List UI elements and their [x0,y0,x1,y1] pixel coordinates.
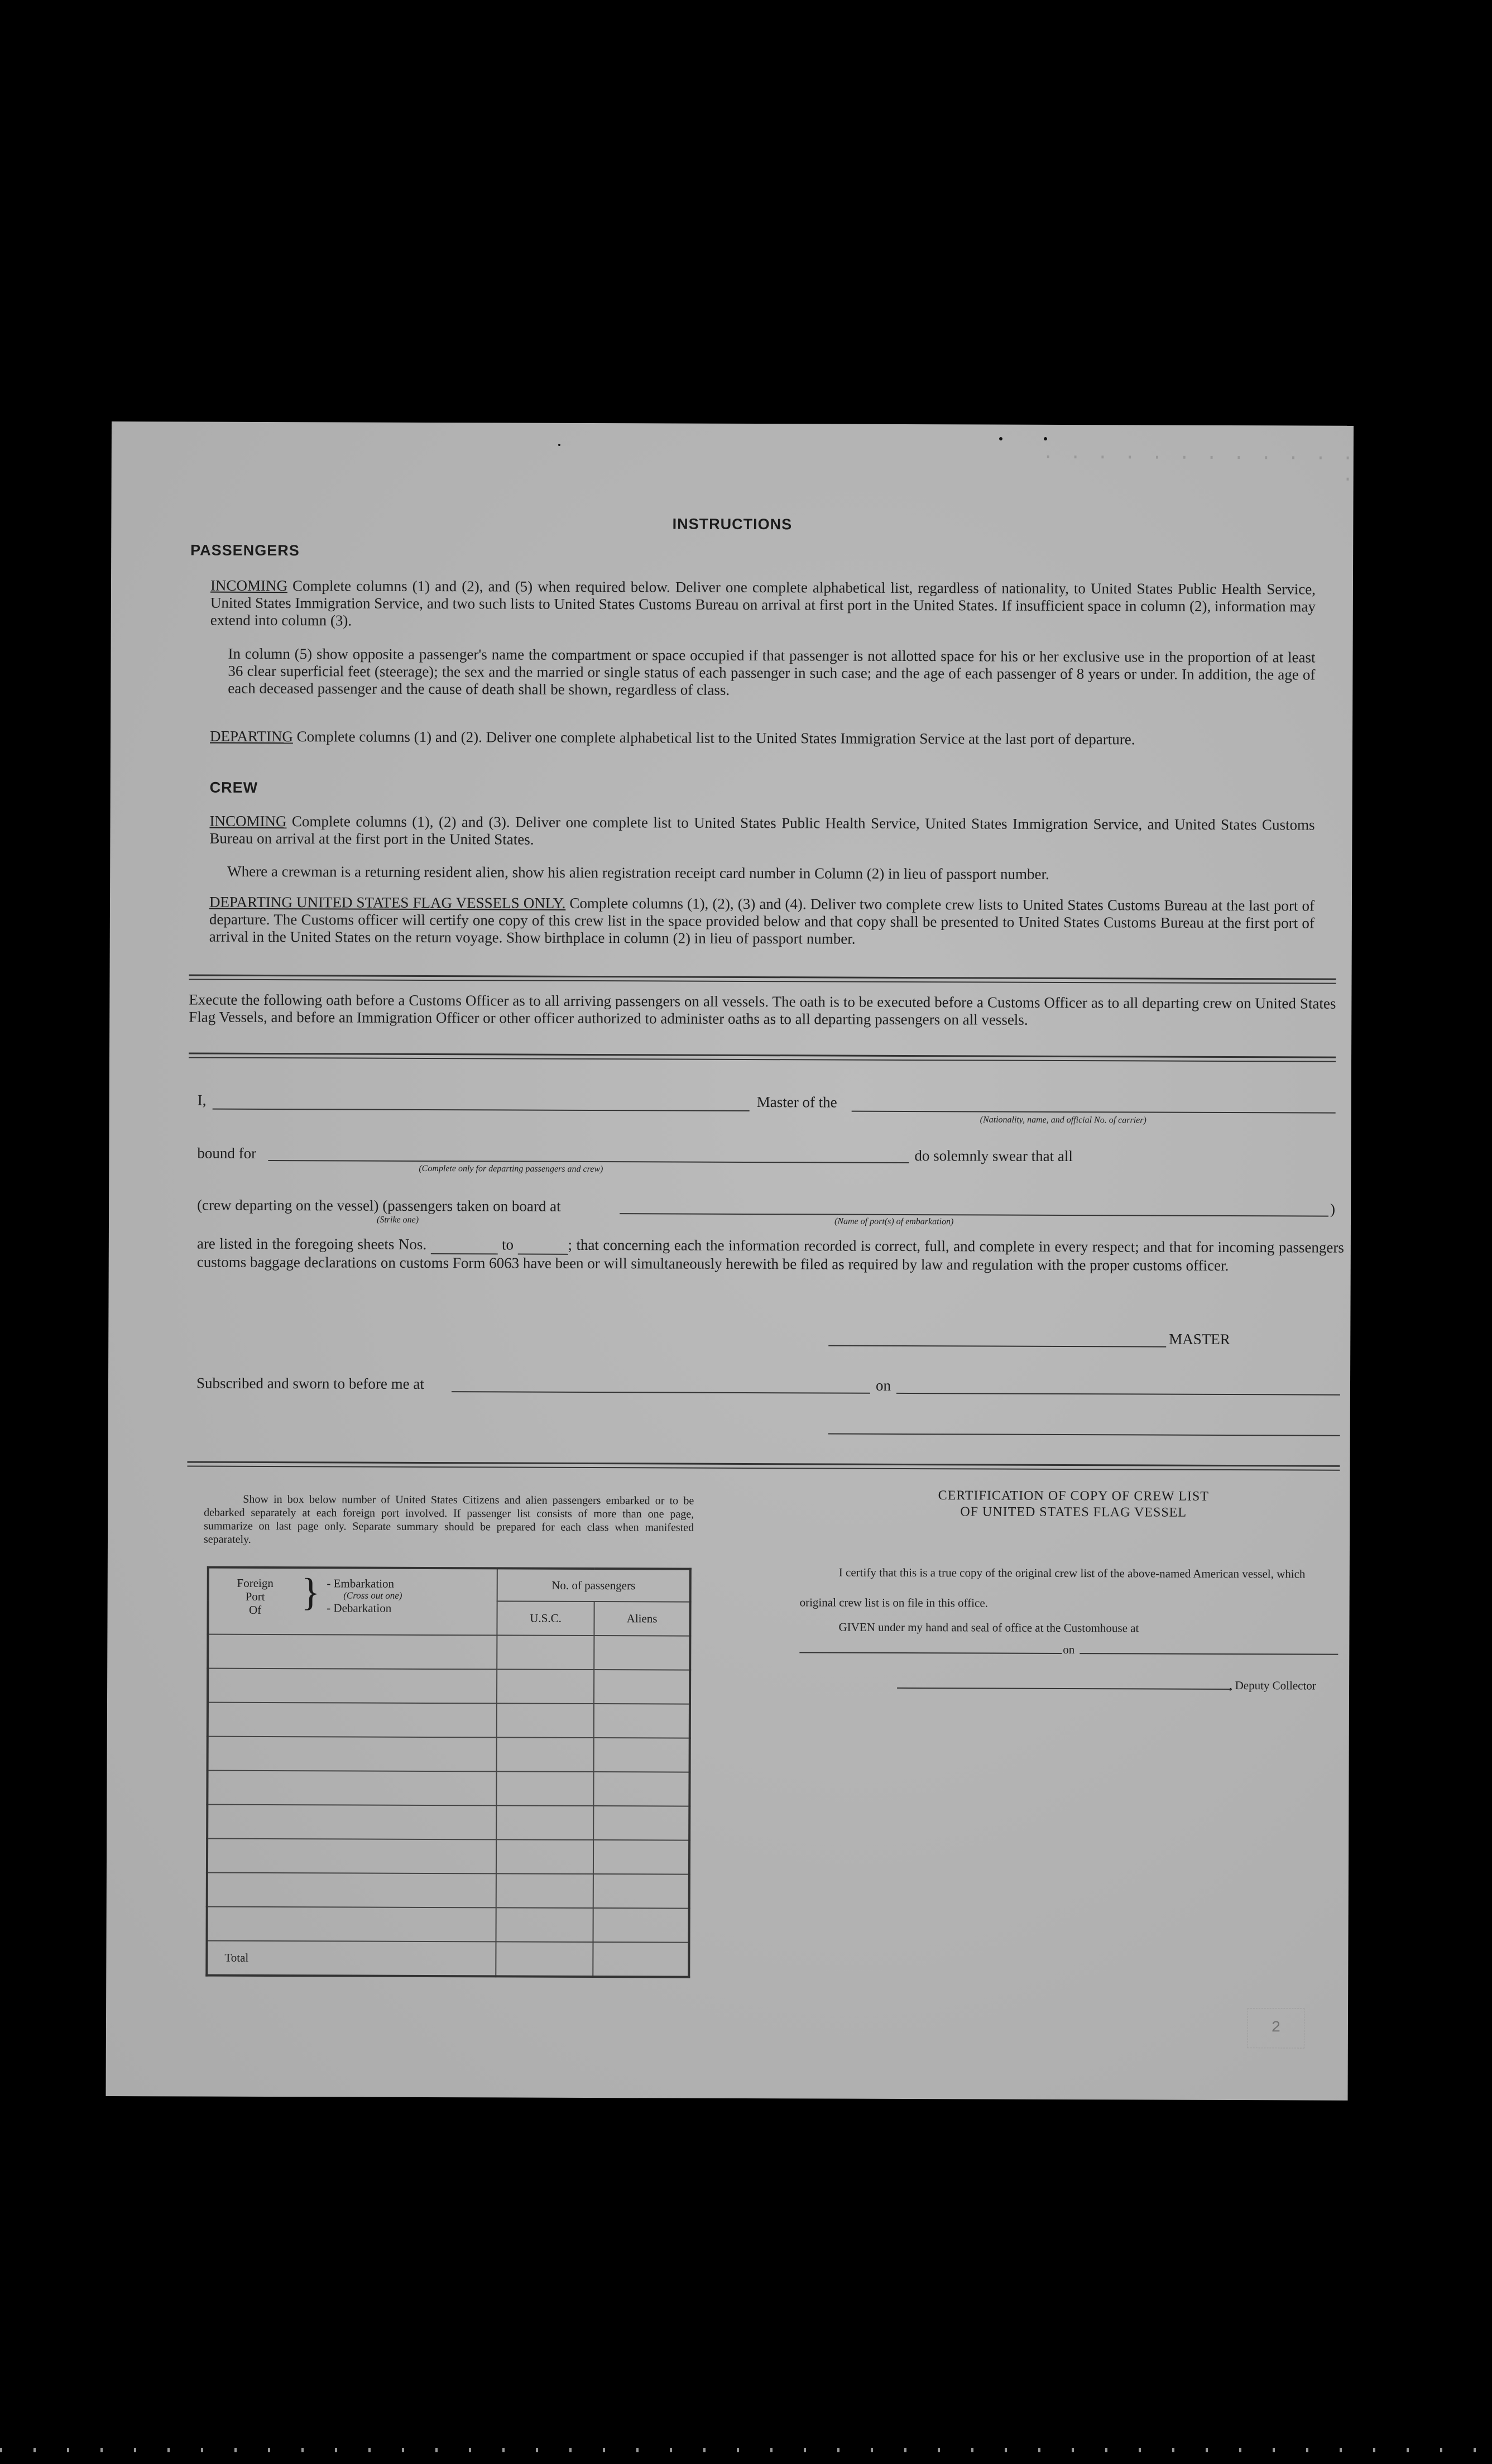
table-row [207,1873,689,1909]
passengers-incoming-paragraph [210,577,1316,633]
concerning-text: ; that concerning each the information recorded is correct, full, and complete in every respect; and that for incoming passengers customs baggage declarations on customs Form 6063 have been or will simultaneously herewith be filed as required by law and regulation with the proper customs officer. [196,1236,1344,1274]
corner-page-mark: 2 [1248,2008,1304,2048]
sheet-from-field[interactable] [431,1236,498,1254]
crew-heading: CREW [209,779,258,796]
deputy-collector-label: , Deputy Collector [1229,1679,1316,1693]
scan-speck [999,437,1002,440]
form-page [106,421,1354,2101]
table-row [207,1771,689,1806]
bound-for-caption: (Complete only for departing passengers and crew) [419,1163,603,1175]
usc-header: U.S.C. [497,1601,594,1636]
sworn-place-field[interactable] [452,1391,870,1394]
table-row [208,1669,690,1704]
instructions-title: INSTRUCTIONS [672,515,793,533]
oath-statement [197,1235,1344,1275]
aliens-header: Aliens [594,1602,690,1636]
column5-paragraph: In column (5) show opposite a passenger's name the compartment or space occupied if that passenger is not allotted space for his or her exclusive use in the proportion of at least 36 clear superficial feet (steerage); the sex and the married or single status of each passenger in such case; and the age of each passenger of 8 years or under. In addition, the age of each deceased passenger and the cause of death shall be shown, regardless of class. [228,645,1316,698]
oath-intro: Execute the following oath before a Customs Officer as to all arriving passengers on all vessels. The oath is to be executed before a Customs Officer as to all departing crew on United States Flag Vessels, and before an Immigration Officer or other officer authorized to administer oaths as to all departing passengers on all vessels. [189,991,1336,1028]
crew-departing-text: Complete columns (1), (2), (3) and (4). Deliver two complete crew lists to United States Customs Bureau at the last port of departure. The Customs officer will certify one copy of this crew list in the space provided below and that copy shall be presented to United States Customs Bureau at the first port of arrival in the United States on the return voyage. Show birthplace in column (2) in lieu of passport number. [209,894,1315,947]
carrier-field[interactable] [852,1111,1336,1114]
no-passengers-header: No. of passengers [497,1568,690,1602]
crew-departing-paragraph [209,894,1315,950]
table-row [207,1805,689,1840]
lower-divider [187,1461,1340,1470]
passenger-summary-table [205,1566,692,1978]
master-name-field[interactable] [213,1109,750,1111]
passengers-departing-text: Complete columns (1) and (2). Deliver one complete alphabetical list to the United States Immigration Service at the last port of departure. [296,728,1135,748]
passengers-incoming-label: INCOMING [210,577,288,595]
subscribed-label: Subscribed and sworn to before me at [196,1374,424,1392]
crew-departing-label-line: (crew departing on the vessel) (passengers taken on board at [197,1196,561,1215]
customhouse-field[interactable] [799,1652,1062,1654]
film-edge-marks [0,2448,1492,2452]
foreign-port-of: Foreign Port Of [237,1576,274,1617]
table-row [208,1634,690,1670]
given-under-hand: GIVEN under my hand and seal of office at the Customhouse at [838,1620,1139,1635]
sworn-on-label: on [875,1377,891,1394]
total-row [207,1941,689,1977]
passengers-departing-label: DEPARTING [209,727,293,745]
table-row [208,1703,690,1738]
port-header-cell [208,1567,497,1636]
passengers-departing-paragraph [210,728,1315,749]
crew-incoming-text: Complete columns (1), (2) and (3). Deliver one complete list to United States Public Health Service, United States Immigration Service, and United States Customs Bureau on arrival at the first port in the United States. [209,813,1315,848]
passengers-heading: PASSENGERS [190,541,300,559]
total-label: Total [207,1941,496,1977]
crew-incoming-paragraph [209,813,1315,851]
section-divider [189,974,1336,984]
bleed-through-text: · · · · · · · · · · · · · [1040,447,1354,491]
strike-one-caption: (Strike one) [376,1215,419,1225]
deputy-collector-signature-field[interactable] [897,1688,1232,1690]
certification-statement: I certify that this is a true copy of the original crew list of the above-named American vessel, which original crew list is on file in this office. [799,1565,1306,1610]
bound-for-field[interactable] [268,1160,909,1163]
passengers-incoming-text: Complete columns (1) and (2), and (5) when required below. Deliver one complete alphabetical list, regardless of nationality, to United States Public Health Service, United States Immigration Service, and two such lists to United States Customs Bureau on arrival at first port in the United States. If insufficient space in column (2), information may extend into column (3). [210,577,1316,629]
master-of-label: Master of the [756,1094,837,1111]
port-caption: (Name of port(s) of embarkation) [834,1216,954,1227]
bound-for-label: bound for [197,1144,257,1162]
officer-signature-field[interactable] [828,1433,1340,1436]
crew-resident-paragraph: Where a crewman is a returning resident alien, show his alien registration receipt card number in Column (2) in lieu of passport number. [227,862,1049,883]
table-row [208,1737,690,1772]
swear-label: do solemnly swear that all [914,1147,1073,1165]
embark-debark-options: - Embarkation (Cross out one) - Debarkation [327,1576,402,1615]
master-signature-field[interactable] [828,1345,1166,1347]
brace-glyph: } [301,1571,320,1614]
cert-on-label: on [1063,1642,1075,1657]
summary-instructions: Show in box below number of United States Citizens and alien passengers embarked or to be debarked separately at each foreign port involved. If passenger list consists of more than one page, summarize on last page only. Separate summary should be prepared for each class when manifested separately. [203,1493,694,1546]
oath-i-label: I, [197,1091,207,1109]
oath-divider [189,1052,1336,1062]
crew-departing-label: DEPARTING UNITED STATES FLAG VESSELS ONLY. [209,893,566,912]
table-row [207,1839,689,1875]
embarkation-port-field[interactable] [620,1213,1328,1216]
listed-in-label: are listed in the foregoing sheets Nos. [196,1235,427,1253]
to-label: to [502,1236,514,1253]
sheet-to-field[interactable] [517,1236,568,1255]
cert-date-field[interactable] [1080,1653,1338,1655]
sworn-date-field[interactable] [896,1393,1340,1396]
carrier-caption: (Nationality, name, and official No. of carrier) [980,1115,1146,1125]
scan-speck [558,444,560,446]
scan-speck [1044,437,1047,440]
crew-incoming-label: INCOMING [209,812,287,830]
table-row [207,1907,689,1943]
certification-title: CERTIFICATION OF COPY OF CREW LIST OF UNITED STATES FLAG VESSEL [938,1488,1209,1520]
close-paren: ) [1330,1200,1336,1217]
master-label: MASTER [1169,1330,1230,1348]
